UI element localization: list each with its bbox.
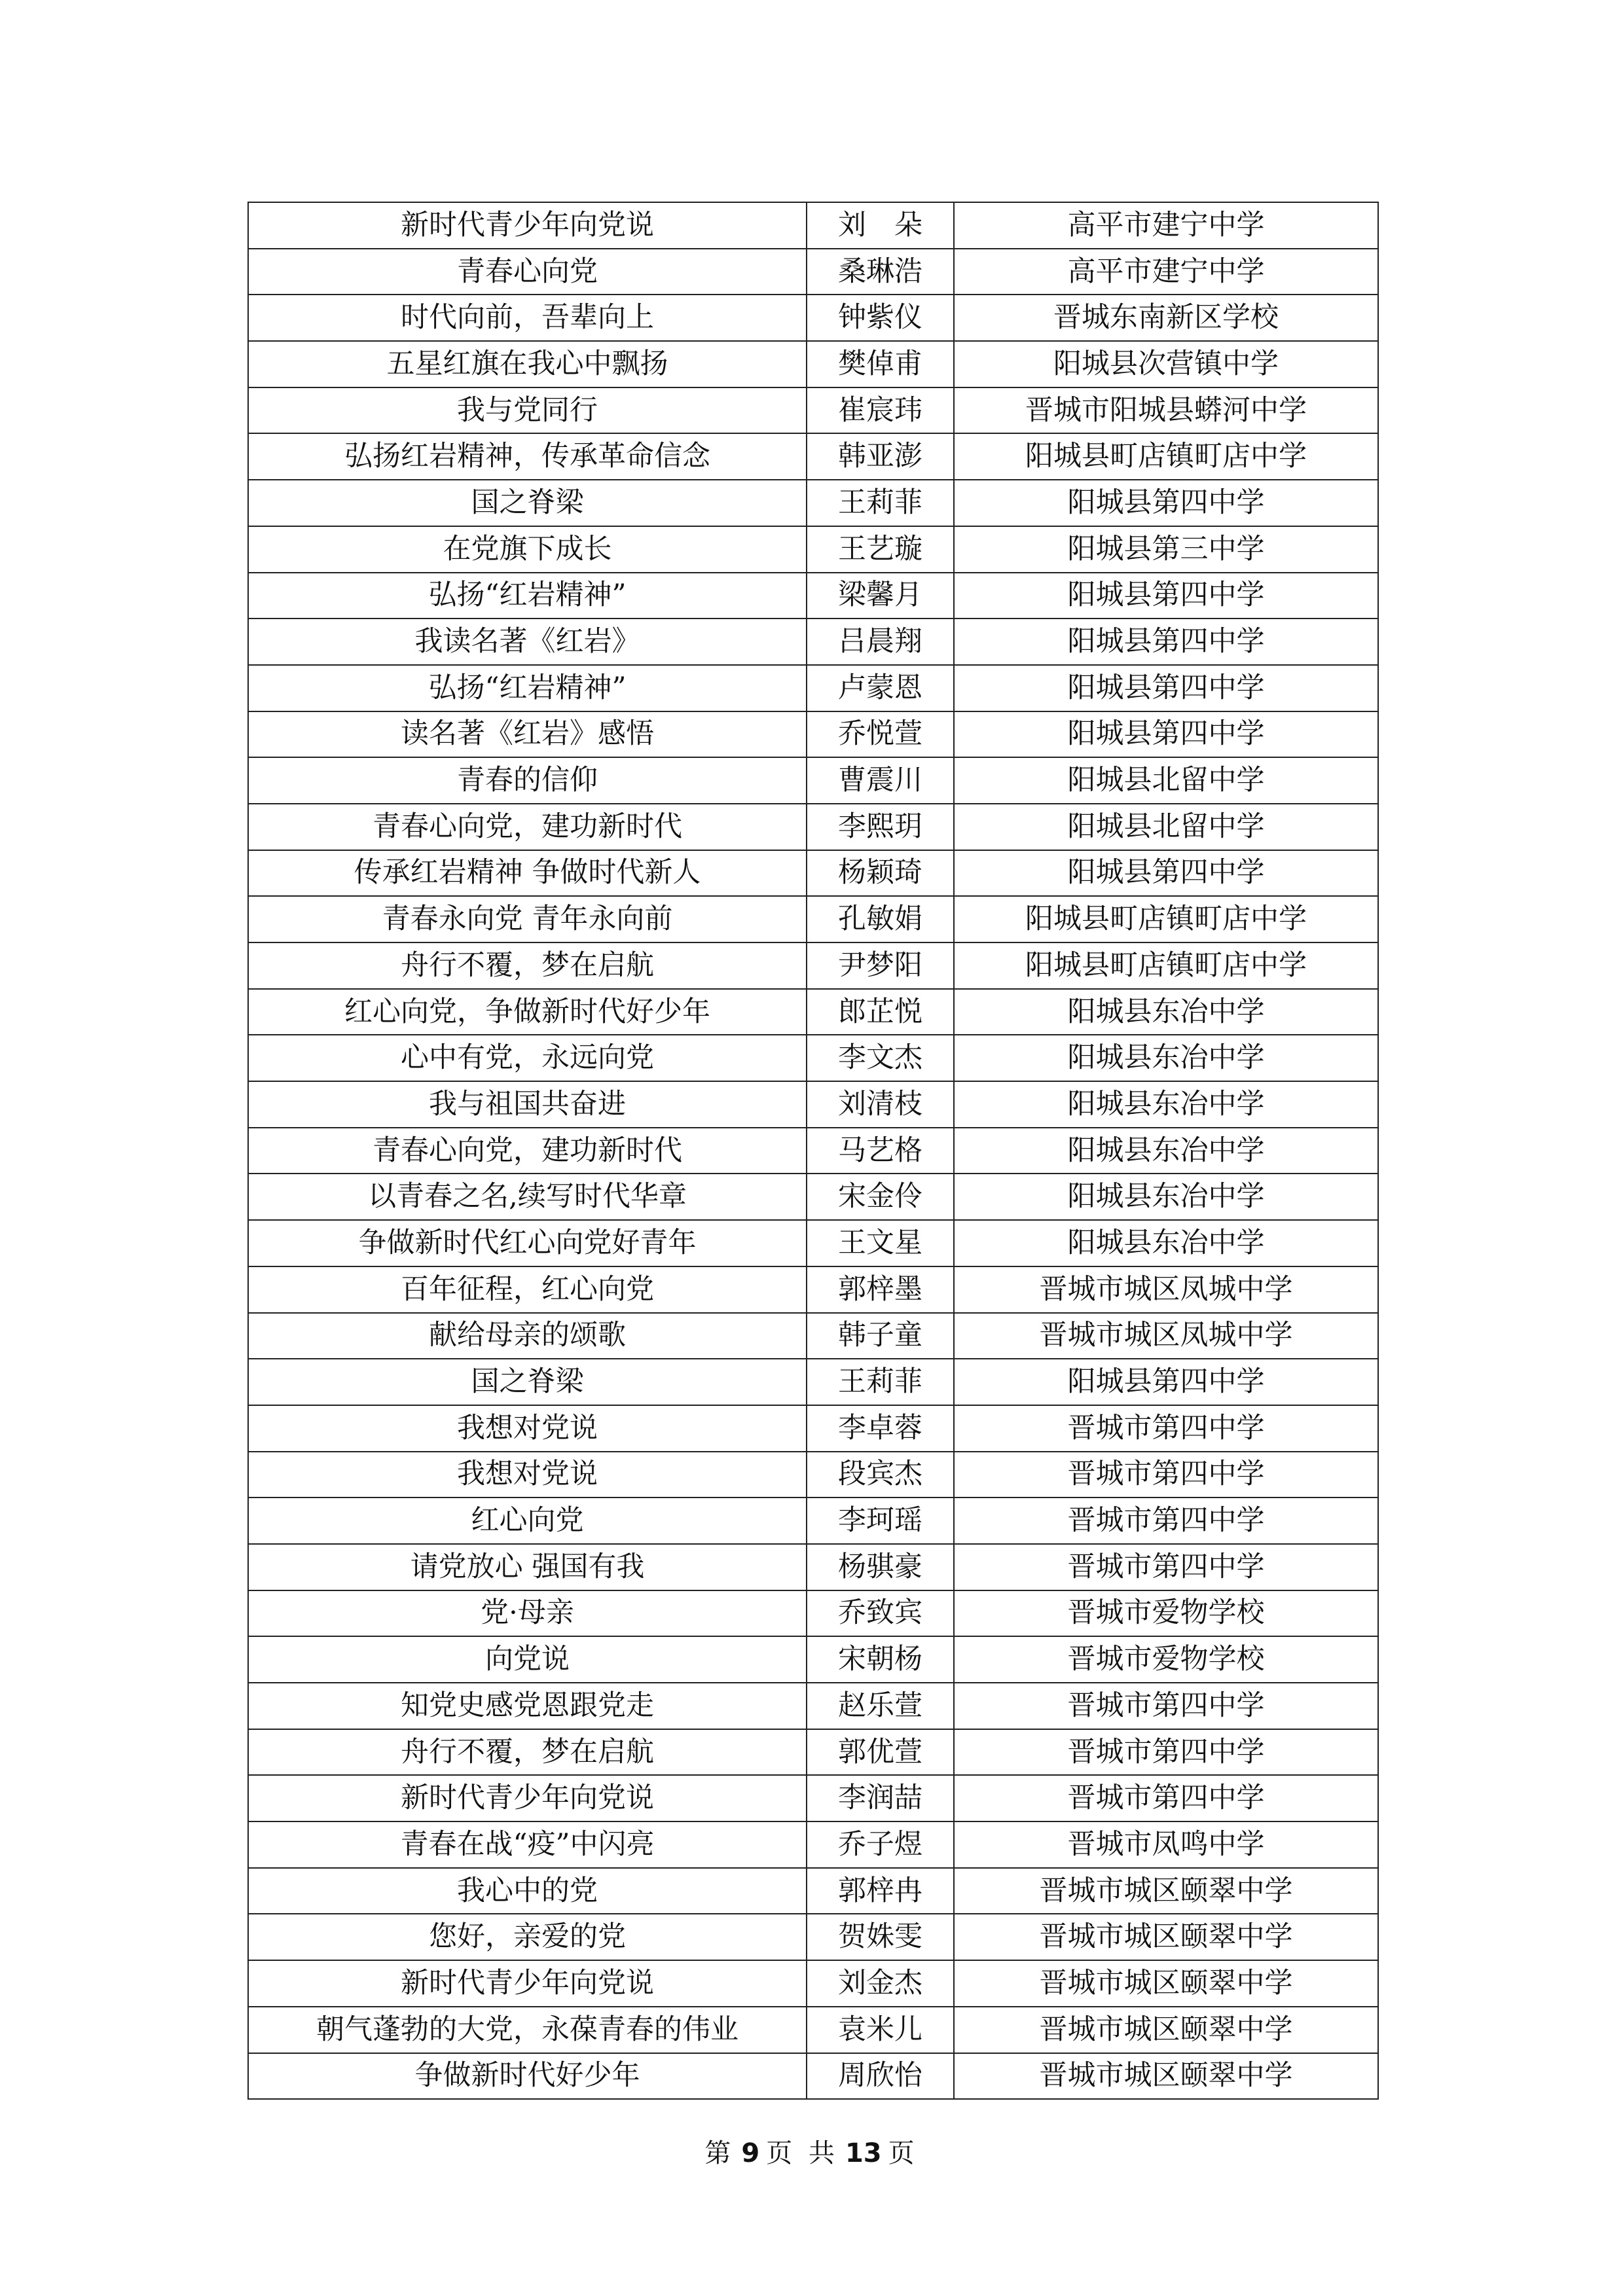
title-cell: 新时代青少年向党说 — [248, 1960, 807, 2007]
title-cell: 我想对党说 — [248, 1452, 807, 1498]
author-cell: 乔致宾 — [807, 1590, 954, 1637]
title-cell: 弘扬“红岩精神” — [248, 573, 807, 619]
school-cell: 晋城市第四中学 — [954, 1405, 1378, 1452]
title-cell: 传承红岩精神 争做时代新人 — [248, 850, 807, 897]
table-row — [248, 1960, 1378, 2007]
author-cell: 刘金杰 — [807, 1960, 954, 2007]
title-cell: 青春永向党 青年永向前 — [248, 896, 807, 942]
school-cell: 阳城县第四中学 — [954, 1359, 1378, 1405]
table-row — [248, 896, 1378, 942]
table-row — [248, 1914, 1378, 1960]
table-row — [248, 1729, 1378, 1776]
table-row — [248, 1452, 1378, 1498]
table-row — [248, 1035, 1378, 1081]
table-row — [248, 387, 1378, 434]
title-cell: 心中有党，永远向党 — [248, 1035, 807, 1081]
table-row — [248, 249, 1378, 295]
author-cell: 王文星 — [807, 1220, 954, 1266]
title-cell: 以青春之名,续写时代华章 — [248, 1174, 807, 1220]
table-row — [248, 1590, 1378, 1637]
table-row — [248, 1544, 1378, 1590]
title-cell: 我心中的党 — [248, 1868, 807, 1914]
school-cell: 高平市建宁中学 — [954, 202, 1378, 249]
school-cell: 阳城县东冶中学 — [954, 1035, 1378, 1081]
title-cell: 时代向前，吾辈向上 — [248, 295, 807, 341]
school-cell: 阳城县第四中学 — [954, 480, 1378, 526]
author-cell: 乔悦萱 — [807, 711, 954, 758]
author-cell: 郭优萱 — [807, 1729, 954, 1776]
title-cell: 新时代青少年向党说 — [248, 202, 807, 249]
title-cell: 青春心向党，建功新时代 — [248, 804, 807, 850]
author-cell: 郭梓墨 — [807, 1266, 954, 1313]
title-cell: 我与祖国共奋进 — [248, 1081, 807, 1128]
author-cell: 马艺格 — [807, 1128, 954, 1174]
title-cell: 红心向党 — [248, 1498, 807, 1544]
author-cell: 郎芷悦 — [807, 989, 954, 1035]
author-cell: 宋朝杨 — [807, 1636, 954, 1683]
current-page-number: 9 — [741, 2138, 760, 2168]
title-cell: 向党说 — [248, 1636, 807, 1683]
title-cell: 读名著《红岩》感悟 — [248, 711, 807, 758]
author-cell: 李卓蓉 — [807, 1405, 954, 1452]
school-cell: 阳城县东冶中学 — [954, 1174, 1378, 1220]
footer-middle: 页 共 — [766, 2138, 839, 2168]
table-row — [248, 1636, 1378, 1683]
author-cell: 韩亚澎 — [807, 433, 954, 480]
school-cell: 阳城县第四中学 — [954, 665, 1378, 711]
school-cell: 阳城县北留中学 — [954, 804, 1378, 850]
school-cell: 阳城县第四中学 — [954, 619, 1378, 665]
title-cell: 青春的信仰 — [248, 757, 807, 804]
school-cell: 阳城县町店镇町店中学 — [954, 433, 1378, 480]
author-cell: 李润喆 — [807, 1775, 954, 1821]
school-cell: 晋城东南新区学校 — [954, 295, 1378, 341]
school-cell: 阳城县町店镇町店中学 — [954, 942, 1378, 989]
table-row — [248, 757, 1378, 804]
title-cell: 知党史感党恩跟党走 — [248, 1683, 807, 1729]
title-cell: 国之脊梁 — [248, 480, 807, 526]
author-cell: 宋金伶 — [807, 1174, 954, 1220]
table-row — [248, 619, 1378, 665]
footer-prefix: 第 — [704, 2138, 735, 2168]
school-cell: 晋城市城区颐翠中学 — [954, 2053, 1378, 2100]
title-cell: 红心向党，争做新时代好少年 — [248, 989, 807, 1035]
table-row — [248, 1498, 1378, 1544]
title-cell: 朝气蓬勃的大党，永葆青春的伟业 — [248, 2007, 807, 2053]
table-row — [248, 1868, 1378, 1914]
author-cell: 段宾杰 — [807, 1452, 954, 1498]
author-cell: 杨骐豪 — [807, 1544, 954, 1590]
author-cell: 杨颖琦 — [807, 850, 954, 897]
school-cell: 阳城县东冶中学 — [954, 1081, 1378, 1128]
title-cell: 弘扬红岩精神，传承革命信念 — [248, 433, 807, 480]
table-row — [248, 341, 1378, 387]
title-cell: 新时代青少年向党说 — [248, 1775, 807, 1821]
awards-table — [247, 202, 1379, 2100]
school-cell: 阳城县町店镇町店中学 — [954, 896, 1378, 942]
table-row — [248, 804, 1378, 850]
author-cell: 王莉菲 — [807, 1359, 954, 1405]
school-cell: 晋城市第四中学 — [954, 1544, 1378, 1590]
author-cell: 袁米儿 — [807, 2007, 954, 2053]
author-cell: 郭梓冉 — [807, 1868, 954, 1914]
school-cell: 阳城县次营镇中学 — [954, 341, 1378, 387]
school-cell: 阳城县第四中学 — [954, 573, 1378, 619]
school-cell: 阳城县第三中学 — [954, 526, 1378, 573]
author-cell: 李文杰 — [807, 1035, 954, 1081]
school-cell: 阳城县第四中学 — [954, 711, 1378, 758]
title-cell: 献给母亲的颂歌 — [248, 1313, 807, 1359]
table-body — [248, 202, 1378, 2099]
school-cell: 阳城县东冶中学 — [954, 1220, 1378, 1266]
title-cell: 国之脊梁 — [248, 1359, 807, 1405]
author-cell: 王莉菲 — [807, 480, 954, 526]
title-cell: 舟行不覆，梦在启航 — [248, 942, 807, 989]
author-cell: 尹梦阳 — [807, 942, 954, 989]
table-row — [248, 942, 1378, 989]
table-row — [248, 850, 1378, 897]
table-row — [248, 480, 1378, 526]
table-row — [248, 295, 1378, 341]
author-cell: 赵乐萱 — [807, 1683, 954, 1729]
author-cell: 刘清枝 — [807, 1081, 954, 1128]
table-row — [248, 1359, 1378, 1405]
title-cell: 弘扬“红岩精神” — [248, 665, 807, 711]
school-cell: 晋城市城区颐翠中学 — [954, 1914, 1378, 1960]
table-row — [248, 1313, 1378, 1359]
school-cell: 晋城市城区颐翠中学 — [954, 2007, 1378, 2053]
table-row — [248, 1220, 1378, 1266]
table-row — [248, 1081, 1378, 1128]
school-cell: 阳城县第四中学 — [954, 850, 1378, 897]
title-cell: 您好，亲爱的党 — [248, 1914, 807, 1960]
total-pages-number: 13 — [845, 2138, 882, 2168]
school-cell: 阳城县东冶中学 — [954, 1128, 1378, 1174]
author-cell: 曹震川 — [807, 757, 954, 804]
school-cell: 晋城市阳城县蟒河中学 — [954, 387, 1378, 434]
footer-suffix: 页 — [888, 2138, 919, 2168]
school-cell: 晋城市爱物学校 — [954, 1590, 1378, 1637]
author-cell: 周欣怡 — [807, 2053, 954, 2100]
table-row — [248, 2007, 1378, 2053]
author-cell: 李珂瑶 — [807, 1498, 954, 1544]
title-cell: 争做新时代红心向党好青年 — [248, 1220, 807, 1266]
title-cell: 我读名著《红岩》 — [248, 619, 807, 665]
author-cell: 孔敏娟 — [807, 896, 954, 942]
table-row — [248, 989, 1378, 1035]
school-cell: 晋城市第四中学 — [954, 1775, 1378, 1821]
author-cell: 崔宸玮 — [807, 387, 954, 434]
table-row — [248, 2053, 1378, 2100]
author-cell: 钟紫仪 — [807, 295, 954, 341]
school-cell: 晋城市城区凤城中学 — [954, 1313, 1378, 1359]
author-cell: 梁馨月 — [807, 573, 954, 619]
title-cell: 争做新时代好少年 — [248, 2053, 807, 2100]
title-cell: 五星红旗在我心中飘扬 — [248, 341, 807, 387]
author-cell: 卢蒙恩 — [807, 665, 954, 711]
author-cell: 王艺璇 — [807, 526, 954, 573]
school-cell: 晋城市城区凤城中学 — [954, 1266, 1378, 1313]
table-row — [248, 1128, 1378, 1174]
table-row — [248, 711, 1378, 758]
table-row — [248, 1174, 1378, 1220]
table-row — [248, 433, 1378, 480]
title-cell: 我与党同行 — [248, 387, 807, 434]
table-row — [248, 665, 1378, 711]
author-cell: 桑琳浩 — [807, 249, 954, 295]
title-cell: 百年征程，红心向党 — [248, 1266, 807, 1313]
title-cell: 在党旗下成长 — [248, 526, 807, 573]
author-cell: 樊倬甫 — [807, 341, 954, 387]
table-row — [248, 526, 1378, 573]
title-cell: 请党放心 强国有我 — [248, 1544, 807, 1590]
author-cell: 韩子童 — [807, 1313, 954, 1359]
school-cell: 晋城市第四中学 — [954, 1452, 1378, 1498]
school-cell: 阳城县东冶中学 — [954, 989, 1378, 1035]
table-row — [248, 1266, 1378, 1313]
table-row — [248, 1405, 1378, 1452]
title-cell: 青春心向党 — [248, 249, 807, 295]
school-cell: 阳城县北留中学 — [954, 757, 1378, 804]
school-cell: 晋城市凤鸣中学 — [954, 1821, 1378, 1868]
title-cell: 舟行不覆，梦在启航 — [248, 1729, 807, 1776]
author-cell: 乔子煜 — [807, 1821, 954, 1868]
author-cell: 刘 朵 — [807, 202, 954, 249]
title-cell: 青春在战“疫”中闪亮 — [248, 1821, 807, 1868]
author-cell: 李熙玥 — [807, 804, 954, 850]
page-footer — [0, 2132, 1623, 2170]
table-row — [248, 1821, 1378, 1868]
table-row — [248, 202, 1378, 249]
school-cell: 高平市建宁中学 — [954, 249, 1378, 295]
school-cell: 晋城市爱物学校 — [954, 1636, 1378, 1683]
title-cell: 党·母亲 — [248, 1590, 807, 1637]
school-cell: 晋城市第四中学 — [954, 1683, 1378, 1729]
school-cell: 晋城市第四中学 — [954, 1729, 1378, 1776]
table-row — [248, 1775, 1378, 1821]
author-cell: 吕晨翔 — [807, 619, 954, 665]
table-row — [248, 573, 1378, 619]
school-cell: 晋城市第四中学 — [954, 1498, 1378, 1544]
table-row — [248, 1683, 1378, 1729]
title-cell: 青春心向党，建功新时代 — [248, 1128, 807, 1174]
school-cell: 晋城市城区颐翠中学 — [954, 1960, 1378, 2007]
title-cell: 我想对党说 — [248, 1405, 807, 1452]
author-cell: 贺姝雯 — [807, 1914, 954, 1960]
school-cell: 晋城市城区颐翠中学 — [954, 1868, 1378, 1914]
